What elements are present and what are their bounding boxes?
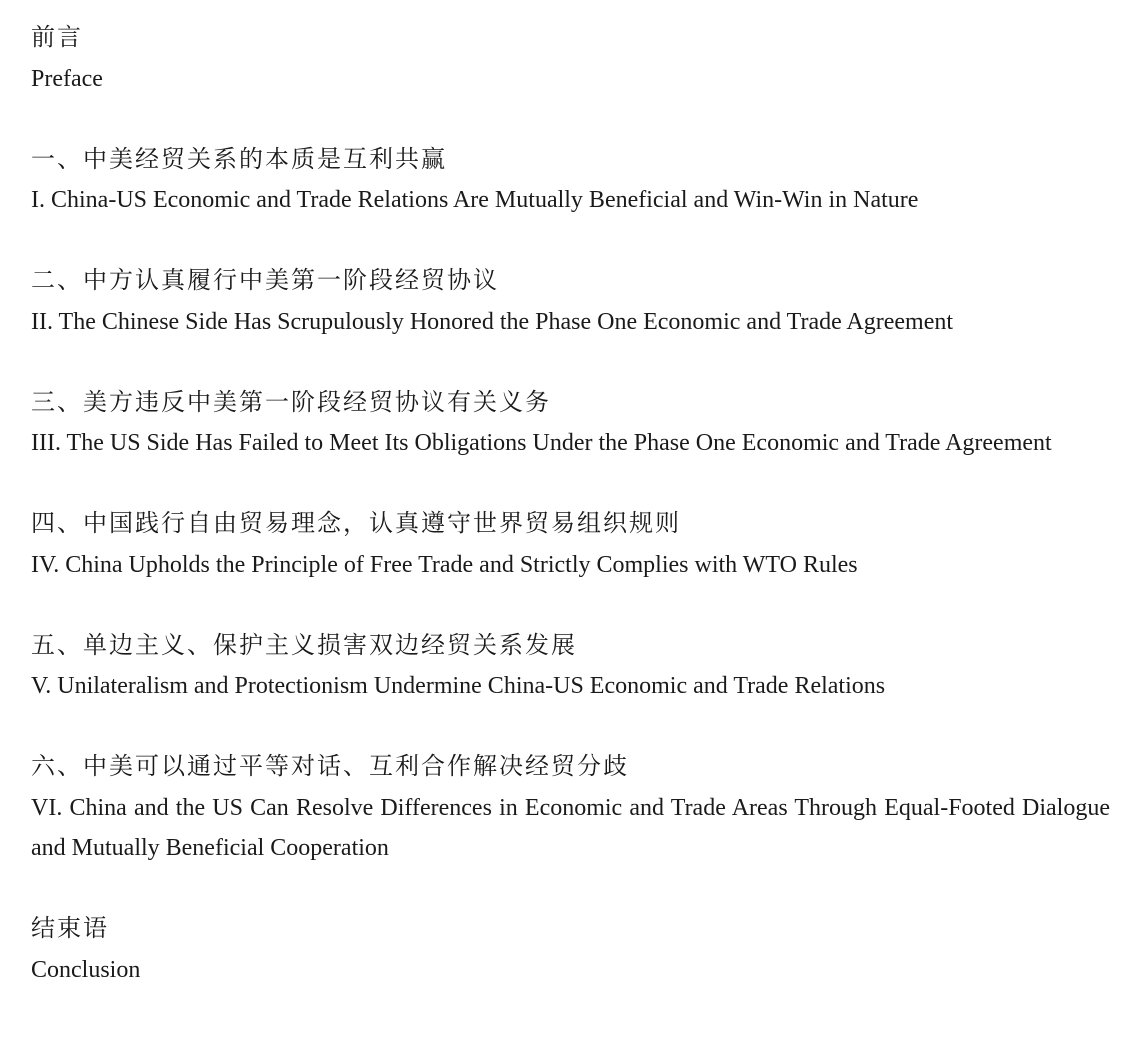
toc-section-2 xyxy=(31,261,1110,342)
section-title-zh: 四、中国践行自由贸易理念，认真遵守世界贸易组织规则 xyxy=(31,511,681,537)
section-title-zh: 三、美方违反中美第一阶段经贸协议有关义务 xyxy=(31,389,551,416)
toc-section-5 xyxy=(31,626,1110,707)
section-title-zh: 六、中美可以通过平等对话、互利合作解决经贸分歧 xyxy=(31,754,629,780)
section-title-en: III. The US Side Has Failed to Meet Its Obligations Under the Phase One Economic and Trade Agreement xyxy=(31,430,1052,456)
section-title-en: II. The Chinese Side Has Scrupulously Honored the Phase One Economic and Trade Agreement xyxy=(31,308,954,335)
section-title-zh: 前言 xyxy=(31,25,83,51)
section-title-en: Conclusion xyxy=(31,956,141,983)
toc-section-6 xyxy=(31,747,1110,869)
toc-section-conclusion xyxy=(31,909,1110,990)
section-title-en: I. China-US Economic and Trade Relations Are Mutually Beneficial and Win-Win in Nature xyxy=(31,187,919,213)
section-title-en: V. Unilateralism and Protectionism Undermine China-US Economic and Trade Relations xyxy=(31,673,886,699)
toc-section-4 xyxy=(31,504,1110,585)
table-of-contents xyxy=(31,18,1110,1031)
section-title-zh: 五、单边主义、保护主义损害双边经贸关系发展 xyxy=(31,632,577,659)
section-title-zh: 二、中方认真履行中美第一阶段经贸协议 xyxy=(31,268,499,294)
section-title-en: IV. China Upholds the Principle of Free Trade and Strictly Complies with WTO Rules xyxy=(31,551,858,578)
toc-section-3 xyxy=(31,383,1110,464)
section-title-en: Preface xyxy=(31,65,103,92)
section-title-zh: 结束语 xyxy=(31,916,109,942)
section-title-en: VI. China and the US Can Resolve Differences in Economic and Trade Areas Through Equal-Footed Dialogue and Mutually Beneficial Cooperation xyxy=(31,794,1110,861)
toc-section-preface xyxy=(31,18,1110,99)
section-title-zh: 一、中美经贸关系的本质是互利共赢 xyxy=(31,146,447,173)
toc-section-1 xyxy=(31,140,1110,221)
